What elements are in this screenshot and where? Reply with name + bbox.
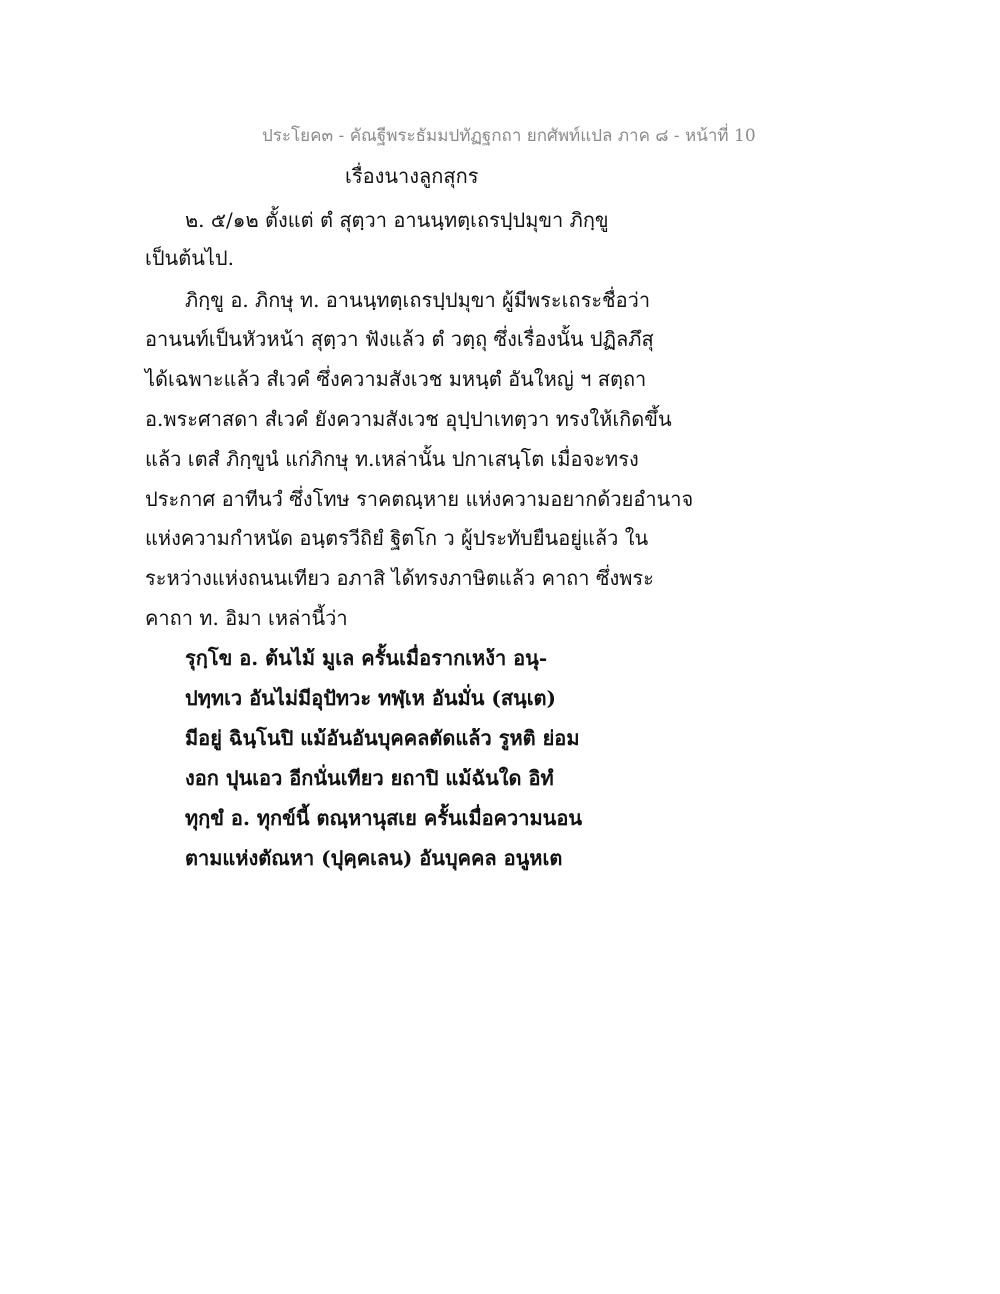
story-title: เรื่องนางลูกสุกร [345,164,479,188]
section-ref-line: เป็นต้นไป. [145,246,234,270]
paragraph-line: ได้เฉพาะแล้ว สํเวคํ ซึ่งความสังเวช มหนฺตํ อันใหญ่ ฯ สตฺถา [145,367,647,391]
verse-line: มีอยู่ ฉินฺโนปิ แม้อันอันบุคคลตัดแล้ว รูหติ ย่อม [185,726,580,750]
verse-line: ทุกฺขํ อ. ทุกข์นี้ ตณฺหานุสเย ครั้นเมื่อความนอน [185,806,583,830]
page-header: ประโยค๓ - คัณฐีพระธัมมปทัฏฐกถา ยกศัพท์แปล ภาค ๘ - หน้าที่ 10 [262,126,756,146]
paragraph-line: ประกาศ อาทีนวํ ซึ่งโทษ ราคตณฺหาย แห่งความอยากด้วยอำนาจ [145,487,694,511]
verse-line: งอก ปุนเอว อีกนั่นเทียว ยถาปิ แม้ฉันใด อิทํ [185,766,554,790]
verse-line: ตามแห่งตัณหา (ปุคฺคเลน) อันบุคคล อนูหเต [185,846,563,870]
section-ref-line: ๒. ๕/๑๒ ตั้งแต่ ตํ สุตฺวา อานนฺทตฺเถรปฺปมุขา ภิกฺขู [185,208,609,232]
paragraph-line: แห่งความกำหนัด อนฺตรวีถิยํ ฐิตโก ว ผู้ประทับยืนอยู่แล้ว ใน [145,526,649,550]
paragraph-line: แล้ว เตสํ ภิกฺขูนํ แก่ภิกษุ ท.เหล่านั้น ปกาเสนฺโต เมื่อจะทรง [145,447,639,471]
paragraph-line: คาถา ท. อิมา เหล่านี้ว่า [145,606,348,630]
paragraph-line: ภิกฺขู อ. ภิกษุ ท. อานนฺทตฺเถรปฺปมุขา ผู้มีพระเถระชื่อว่า [185,288,651,312]
paragraph-line: ระหว่างแห่งถนนเทียว อภาสิ ได้ทรงภาษิตแล้ว คาถา ซึ่งพระ [145,566,654,590]
verse-line: ปทฺทเว อันไม่มีอุปัทวะ ทฬฺเห อันมั่น (สนฺเต) [185,686,556,710]
paragraph-line: อานนท์เป็นหัวหน้า สุตฺวา ฟังแล้ว ตํ วตฺถุ ซึ่งเรื่องนั้น ปฏิลภึสุ [145,327,654,351]
verse-line: รุกฺโข อ. ต้นไม้ มูเล ครั้นเมื่อรากเหง้า อนุ- [185,646,548,670]
paragraph-line: อ.พระศาสดา สํเวคํ ยังความสังเวช อุปฺปาเทตฺวา ทรงให้เกิดขึ้น [145,407,672,431]
